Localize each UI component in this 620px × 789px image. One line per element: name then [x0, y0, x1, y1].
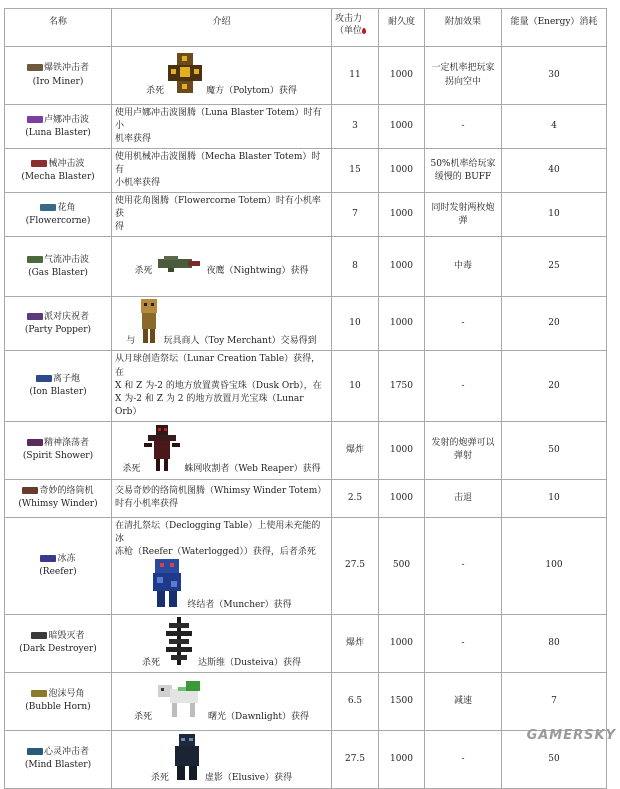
attack-cell: 爆炸 — [332, 421, 379, 479]
table-row — [5, 193, 607, 237]
weapon-name-cn: 心灵冲击者 — [43, 747, 89, 758]
weapon-icon — [22, 487, 38, 494]
intro-mob-line — [115, 299, 328, 348]
weapon-icon — [27, 748, 43, 755]
table-row — [5, 479, 607, 517]
weapon-name-en: (Mecha Blaster) — [21, 171, 95, 182]
energy-cell: 40 — [502, 149, 607, 193]
effect-cell: - — [425, 351, 502, 421]
energy-cell: 4 — [502, 105, 607, 149]
weapon-name-cn: 泡沫号角 — [48, 689, 85, 700]
energy-cell: 100 — [502, 517, 607, 614]
intro-mob-line — [115, 53, 328, 98]
header-durability: 耐久度 — [379, 9, 425, 47]
weapon-icon — [27, 256, 43, 263]
intro-suffix: 蛛网收割者（Web Reaper）获得 — [184, 463, 321, 474]
intro-text: 得 — [115, 222, 125, 233]
effect-cell: 减速 — [425, 672, 502, 730]
weapon-name-en: (Mind Blaster) — [24, 760, 92, 771]
effect-cell: - — [425, 517, 502, 614]
toy-mob-image — [139, 299, 159, 348]
intro-suffix: 夜鹰（Nightwing）获得 — [206, 266, 309, 277]
attack-cell: 10 — [332, 351, 379, 421]
intro-prefix: 杀死 — [150, 772, 169, 783]
weapon-name-en: (Spirit Shower) — [22, 451, 94, 462]
durability-cell: 1000 — [379, 479, 425, 517]
weapon-name-en: (Whimsy Winder) — [18, 499, 98, 510]
weapon-intro-cell — [112, 105, 332, 149]
table-header-row — [5, 9, 607, 47]
weapon-name-cell — [5, 297, 112, 351]
weapon-name-cn: 精神涤荡者 — [43, 438, 89, 449]
dawnlight-mob-image — [156, 679, 204, 724]
attack-cell: 11 — [332, 47, 379, 105]
effect-cell: - — [425, 730, 502, 788]
weapon-icon — [27, 116, 43, 123]
effect-cell: 同时发射两枚炮弹 — [425, 193, 502, 237]
weapon-name-cn: 花角 — [57, 202, 76, 213]
weapon-icon — [36, 375, 52, 382]
table-row — [5, 105, 607, 149]
durability-cell: 1000 — [379, 614, 425, 672]
weapon-name-cell — [5, 517, 112, 614]
effect-cell: - — [425, 105, 502, 149]
weapon-name-en: (Dark Destroyer) — [19, 644, 97, 655]
intro-mob-line — [115, 734, 328, 785]
table-row — [5, 672, 607, 730]
attack-cell: 15 — [332, 149, 379, 193]
intro-suffix: 玩具商人（Toy Merchant）交易得到 — [163, 336, 317, 347]
intro-prefix: 杀死 — [146, 85, 165, 96]
intro-text: 小机率获得 — [115, 178, 161, 189]
intro-text: 使用机械冲击波图腾（Mecha Blaster Totem）时有 — [115, 152, 321, 176]
durability-cell: 1000 — [379, 149, 425, 193]
energy-cell: 20 — [502, 297, 607, 351]
weapon-intro-cell — [112, 730, 332, 788]
weapon-name-cell — [5, 149, 112, 193]
header-effect: 附加效果 — [425, 9, 502, 47]
weapon-name-cn: 离子炮 — [52, 374, 80, 385]
weapon-icon — [31, 160, 47, 167]
intro-text: 使用花角图腾（Flowercorne Totem）时有小机率获 — [115, 196, 321, 220]
weapon-name-cell — [5, 614, 112, 672]
weapon-icon — [27, 64, 43, 71]
weapon-icon — [27, 439, 43, 446]
dusteiva-mob-image — [164, 617, 194, 670]
weapon-intro-cell — [112, 297, 332, 351]
intro-prefix: 杀死 — [122, 463, 141, 474]
weapon-intro-cell — [112, 672, 332, 730]
attack-cell: 27.5 — [332, 730, 379, 788]
table-row — [5, 421, 607, 479]
durability-cell: 1000 — [379, 297, 425, 351]
weapon-name-cell — [5, 730, 112, 788]
effect-cell: 中毒 — [425, 237, 502, 297]
weapon-intro-cell — [112, 193, 332, 237]
table-row — [5, 297, 607, 351]
table-row — [5, 237, 607, 297]
energy-cell: 7 — [502, 672, 607, 730]
intro-suffix: 魔方（Polytom）获得 — [206, 85, 297, 96]
intro-mob-line — [115, 255, 328, 278]
durability-cell: 1750 — [379, 351, 425, 421]
energy-cell: 10 — [502, 193, 607, 237]
weapon-icon — [31, 632, 47, 639]
weapon-name-cn: 械冲击波 — [48, 158, 85, 169]
polytom-mob-image — [168, 53, 202, 98]
effect-cell: 50%机率给玩家缓慢的 BUFF — [425, 149, 502, 193]
table-row — [5, 149, 607, 193]
weapon-name-en: (Flowercorne) — [25, 215, 91, 226]
weapon-name-cn: 爆铁冲击者 — [43, 63, 89, 74]
intro-suffix: 达斯维（Dusteiva）获得 — [198, 657, 301, 668]
weapon-name-cell — [5, 193, 112, 237]
intro-prefix: 杀死 — [142, 657, 161, 668]
effect-cell: - — [425, 297, 502, 351]
table-row — [5, 614, 607, 672]
weapon-name-cn: 气流冲击波 — [43, 254, 89, 265]
weapon-intro-cell — [112, 421, 332, 479]
durability-cell: 1000 — [379, 47, 425, 105]
effect-cell: 击退 — [425, 479, 502, 517]
weapon-name-cn: 派对庆祝者 — [43, 311, 89, 322]
effect-cell: 发射的炮弹可以弹射 — [425, 421, 502, 479]
weapon-name-cn: 冰冻 — [57, 553, 76, 564]
energy-cell: 80 — [502, 614, 607, 672]
durability-cell: 1000 — [379, 105, 425, 149]
effect-cell: 一定机率把玩家拐向空中 — [425, 47, 502, 105]
durability-cell: 1000 — [379, 730, 425, 788]
intro-suffix: 终结者（Muncher）获得 — [187, 599, 292, 610]
intro-text: X 为-2 和 Z 为 2 的地方放置月光宝珠（Lunar Orb） — [115, 393, 304, 417]
webreaper-mob-image — [144, 425, 180, 476]
effect-cell: - — [425, 614, 502, 672]
weapon-name-cell — [5, 105, 112, 149]
weapon-intro-cell — [112, 149, 332, 193]
intro-prefix: 与 — [126, 336, 136, 347]
weapon-name-cell — [5, 47, 112, 105]
weapon-icon — [31, 690, 47, 697]
weapon-name-cell — [5, 237, 112, 297]
header-attack: 攻击力（单位 — [332, 9, 379, 47]
table-row — [5, 730, 607, 788]
energy-cell: 20 — [502, 351, 607, 421]
attack-cell: 6.5 — [332, 672, 379, 730]
weapon-name-cell — [5, 351, 112, 421]
table-row — [5, 517, 607, 614]
energy-cell: 50 — [502, 421, 607, 479]
weapon-icon — [40, 204, 56, 211]
weapon-name-cn: 奇妙的络筒机 — [39, 486, 94, 497]
intro-text: 在清扎祭坛（Declogging Table）上使用未充能的冰 — [115, 520, 321, 544]
durability-cell: 1000 — [379, 421, 425, 479]
weapon-name-en: (Reefer) — [39, 566, 77, 577]
weapon-icon — [40, 555, 56, 562]
weapon-intro-cell — [112, 614, 332, 672]
weapon-name-en: (Bubble Horn) — [25, 702, 91, 713]
durability-cell: 500 — [379, 517, 425, 614]
intro-mob-line — [115, 559, 328, 612]
intro-text: 机率获得 — [115, 134, 152, 145]
weapon-name-en: (Ion Blaster) — [29, 387, 87, 398]
attack-cell: 2.5 — [332, 479, 379, 517]
energy-cell: 10 — [502, 479, 607, 517]
weapon-intro-cell — [112, 351, 332, 421]
attack-cell: 10 — [332, 297, 379, 351]
durability-cell: 1000 — [379, 237, 425, 297]
elusive-mob-image — [173, 734, 201, 785]
attack-cell: 7 — [332, 193, 379, 237]
intro-text: 交易奇妙的络筒机图腾（Whimsy Winder Totem） — [115, 486, 327, 497]
table-row — [5, 47, 607, 105]
weapon-name-cn: 暗毁灭者 — [48, 631, 85, 642]
energy-cell: 50 — [502, 730, 607, 788]
nightwing-mob-image — [156, 255, 202, 278]
attack-cell: 3 — [332, 105, 379, 149]
weapon-name-cell — [5, 672, 112, 730]
weapon-intro-cell — [112, 47, 332, 105]
header-intro: 介绍 — [112, 9, 332, 47]
weapon-name-cell — [5, 479, 112, 517]
intro-mob-line — [115, 425, 328, 476]
energy-cell: 25 — [502, 237, 607, 297]
intro-text: 从月球创造祭坛（Lunar Creation Table）获得，在 — [115, 354, 321, 378]
attack-cell: 爆炸 — [332, 614, 379, 672]
intro-suffix: 虚影（Elusive）获得 — [204, 772, 293, 783]
weapon-icon — [27, 313, 43, 320]
intro-text: X 和 Z 为-2 的地方放置黄昏宝珠（Dusk Orb），在 — [115, 380, 322, 391]
intro-suffix: 曙光（Dawnlight）获得 — [208, 711, 310, 722]
weapon-intro-cell — [112, 237, 332, 297]
weapon-table — [4, 8, 607, 789]
header-name: 名称 — [5, 9, 112, 47]
weapon-name-en: (Party Popper) — [24, 324, 92, 335]
intro-text: 冻枪（Reefer（Waterlogged））获得，后者杀死 — [115, 546, 316, 557]
blood-drop-icon — [362, 28, 366, 34]
header-energy: 能量（Energy）消耗 — [502, 9, 607, 47]
intro-mob-line — [115, 679, 328, 724]
weapon-name-cell — [5, 421, 112, 479]
intro-text: 时有小机率获得 — [115, 499, 179, 510]
durability-cell: 1500 — [379, 672, 425, 730]
intro-prefix: 杀死 — [134, 266, 153, 277]
weapon-intro-cell — [112, 479, 332, 517]
durability-cell: 1000 — [379, 193, 425, 237]
intro-prefix: 杀死 — [133, 711, 152, 722]
table-row — [5, 351, 607, 421]
weapon-name-en: (Iro Miner) — [32, 76, 84, 87]
weapon-name-cn: 卢娜冲击波 — [43, 114, 89, 125]
attack-cell: 8 — [332, 237, 379, 297]
intro-text: 使用卢娜冲击波图腾（Luna Blaster Totem）时有小 — [115, 108, 322, 132]
attack-cell: 27.5 — [332, 517, 379, 614]
watermark: GAMERSKY — [526, 728, 616, 743]
weapon-intro-cell — [112, 517, 332, 614]
weapon-name-en: (Luna Blaster) — [25, 127, 91, 138]
energy-cell: 30 — [502, 47, 607, 105]
muncher-mob-image — [151, 559, 183, 612]
weapon-name-en: (Gas Blaster) — [28, 267, 88, 278]
intro-mob-line — [115, 617, 328, 670]
